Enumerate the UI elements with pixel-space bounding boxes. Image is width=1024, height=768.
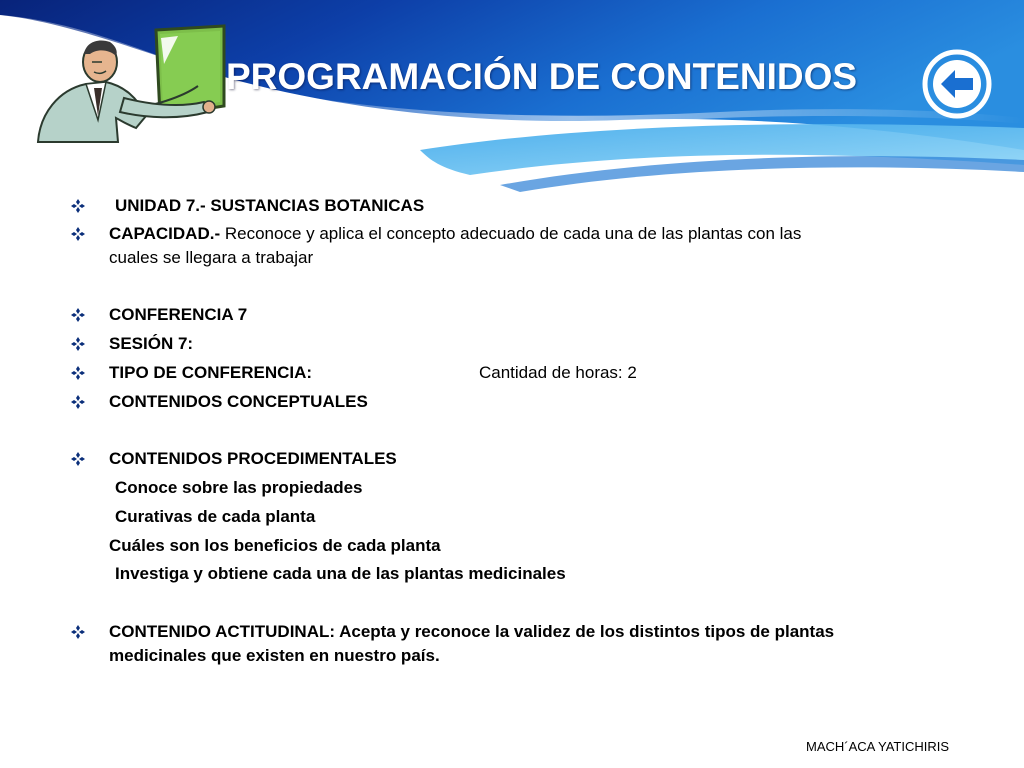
tipo-conferencia-label: TIPO DE CONFERENCIA: (109, 363, 313, 382)
capacidad-line (109, 222, 801, 246)
four-diamond-bullet-icon (71, 452, 85, 466)
four-diamond-bullet-icon (71, 337, 85, 351)
capacidad-label: CAPACIDAD.- (109, 224, 221, 243)
list-item: Cuáles son los beneficios de cada planta (109, 536, 441, 555)
list-item: Investiga y obtiene cada una de las plantas medicinales (115, 564, 566, 583)
four-diamond-bullet-icon (71, 395, 85, 409)
four-diamond-bullet-icon (71, 308, 85, 322)
capacidad-text: Reconoce y aplica el concepto adecuado de cada una de las plantas con las (224, 224, 802, 243)
unidad-text: UNIDAD 7.- SUSTANCIAS BOTANICAS (115, 196, 425, 215)
footer-author: MACH´ACA YATICHIRIS (806, 739, 950, 754)
contenido-actitudinal-text: CONTENIDO ACTITUDINAL: Acepta y reconoce la validez de los distintos tipos de plantas (109, 622, 835, 641)
contenido-actitudinal-text-continued: medicinales que existen en nuestro país. (109, 646, 440, 665)
contenidos-conceptuales-text: CONTENIDOS CONCEPTUALES (109, 392, 368, 411)
list-item: Conoce sobre las propiedades (115, 478, 363, 497)
sesion-text: SESIÓN 7: (109, 334, 194, 353)
four-diamond-bullet-icon (71, 625, 85, 639)
conferencia-text: CONFERENCIA 7 (109, 305, 248, 324)
contenidos-procedimentales-text: CONTENIDOS PROCEDIMENTALES (109, 449, 397, 468)
four-diamond-bullet-icon (71, 227, 85, 241)
four-diamond-bullet-icon (71, 199, 85, 213)
cantidad-horas-text: Cantidad de horas: 2 (479, 363, 637, 382)
four-diamond-bullet-icon (71, 366, 85, 380)
capacidad-text-continued: cuales se llegara a trabajar (109, 248, 314, 267)
slide-title: PROGRAMACIÓN DE CONTENIDOS (226, 56, 858, 97)
list-item: Curativas de cada planta (115, 507, 316, 526)
